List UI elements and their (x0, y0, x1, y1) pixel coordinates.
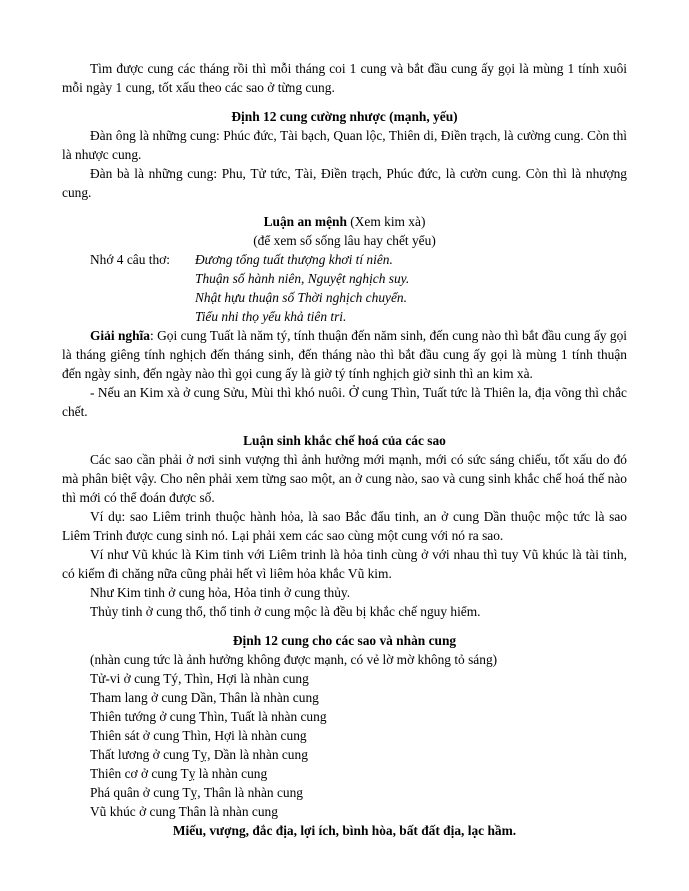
sinh-khac-paragraph: Ví như Vũ khúc là Kim tinh với Liêm trinh là hỏa tinh cùng ở với nhau thì tuy Vũ khúc là tài tinh, có kiếm đi chăng nữa cũng phải hết vì liêm hỏa khắc Vũ kim. (62, 547, 627, 581)
poem-line: Đương tổng tuất thượng khơi tí niên. (195, 252, 393, 267)
subtitle-an-menh: (để xem số sống lâu hay chết yểu) (253, 233, 436, 248)
heading-luan-an-menh (62, 212, 627, 231)
heading-nhan-cung: Định 12 cung cho các sao và nhàn cung (232, 633, 457, 648)
paragraph-dan-ba: Đàn bà là những cung: Phu, Tử tức, Tài, Điền trạch, Phúc đức, là cườn cung. Còn thì là nhượng cung. (62, 166, 627, 200)
kim-xa-note: - Nếu an Kim xà ở cung Sửu, Mùi thì khó nuôi. Ở cung Thìn, Tuất tức là Thiên la, địa võng thì chắc chết. (62, 385, 627, 419)
nhan-cung-item: Vũ khúc ở cung Thân là nhàn cung (90, 804, 278, 819)
footer-bold-line: Miếu, vượng, đắc địa, lợi ích, bình hòa, bất đất địa, lạc hầm. (172, 823, 517, 838)
giai-nghia-paragraph (62, 326, 627, 383)
heading-luan-an-menh-bold: Luận an mệnh (263, 214, 347, 229)
nhan-cung-note: (nhàn cung tức là ảnh hưởng không được mạnh, có vẻ lờ mờ không tỏ sáng) (90, 652, 498, 667)
poem-label: Nhớ 4 câu thơ: (90, 252, 170, 267)
nhan-cung-item: Phá quân ở cung Tỵ, Thân là nhàn cung (90, 785, 303, 800)
nhan-cung-item: Thất lương ở cung Tỵ, Dần là nhàn cung (90, 747, 308, 762)
paragraph-dan-ong: Đàn ông là những cung: Phúc đức, Tài bạch, Quan lộc, Thiên di, Điền trạch, là cường cung. Còn thì là nhược cung. (62, 128, 627, 162)
giai-nghia-label: Giải nghĩa (90, 328, 150, 343)
heading-cuong-nhuoc: Định 12 cung cường nhược (mạnh, yếu) (231, 109, 458, 124)
nhan-cung-item: Thiên tướng ở cung Thìn, Tuất là nhàn cung (90, 709, 327, 724)
giai-nghia-text: : Gọi cung Tuất là năm tý, tính thuận đến năm sinh, đến cung nào thì bắt đầu cung ấy gọi là tháng giêng tính nghịch đến tháng sinh, đến tháng nào thì bắt đầu cung ấy gọi là mùng 1 tính thuận đến ngày sinh, đến ngày nào thì gọi cung ấy là giờ tý tính nghịch giờ sinh thì an kim xà. (62, 328, 628, 381)
heading-luan-an-menh-rest: (Xem kim xà) (346, 214, 426, 229)
nhan-cung-item: Thiên sát ở cung Thìn, Hợi là nhàn cung (90, 728, 307, 743)
sinh-khac-paragraph: Các sao cần phải ở nơi sinh vượng thì ảnh hưởng mới mạnh, mới có sức sáng chiếu, tốt xấu do đó mà phân biệt vậy. Cho nên phải xem từng sao một, an ở cung nào, sao và cung sinh khắc chế hoá thế nào thì mới có thể đoán được số. (62, 452, 627, 505)
nhan-cung-item: Tham lang ở cung Dần, Thân là nhàn cung (90, 690, 319, 705)
sinh-khac-paragraph: Như Kim tinh ở cung hỏa, Hỏa tinh ở cung thủy. (90, 585, 351, 600)
nhan-cung-item: Thiên cơ ở cung Tỵ là nhàn cung (90, 766, 268, 781)
intro-paragraph: Tìm được cung các tháng rồi thì mỗi tháng coi 1 cung và bắt đầu cung ấy gọi là mùng 1 tính xuôi mỗi ngày 1 cung, tốt xấu theo các sao ở từng cung. (62, 61, 627, 95)
sinh-khac-paragraph: Ví dụ: sao Liêm trinh thuộc hành hỏa, là sao Bắc đẩu tinh, an ở cung Dần thuộc mộc tức là sao Liêm Trinh được cung sinh nó. Lại phải xem các sao cùng một cung với nó ra sao. (62, 509, 627, 543)
poem-first-row (62, 250, 627, 269)
sinh-khac-paragraph: Thủy tinh ở cung thổ, thổ tinh ở cung mộc là đều bị khắc chế nguy hiểm. (90, 604, 481, 619)
heading-sinh-khac: Luận sinh khắc chế hoá của các sao (243, 433, 446, 448)
poem-line: Nhật hựu thuận số Thời nghịch chuyển. (195, 290, 407, 305)
poem-line: Thuận số hành niên, Nguyệt nghịch suy. (195, 271, 410, 286)
poem-block (62, 250, 627, 326)
nhan-cung-item: Tử-vi ở cung Tý, Thìn, Hợi là nhàn cung (90, 671, 309, 686)
poem-line: Tiểu nhi thọ yểu khả tiên tri. (195, 309, 347, 324)
